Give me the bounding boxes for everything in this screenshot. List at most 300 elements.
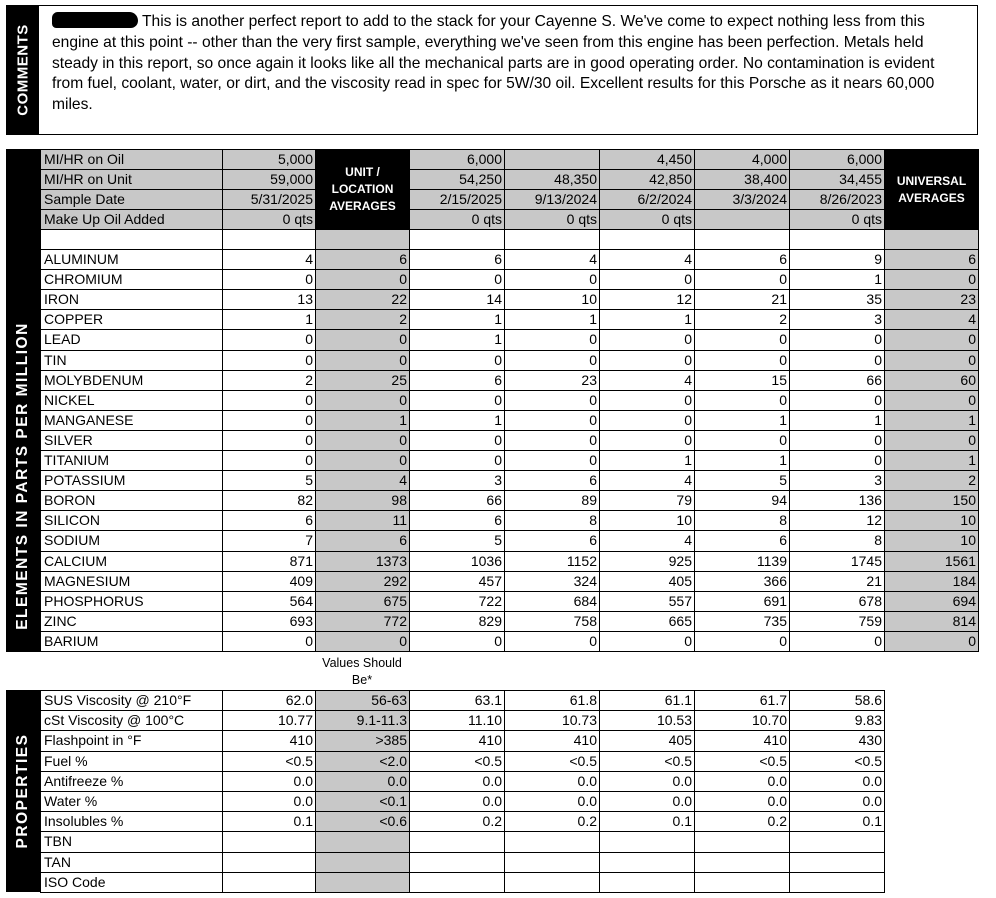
property-value-current: 62.0	[222, 690, 316, 711]
properties-section-bar	[6, 690, 40, 892]
element-value-history: 0	[599, 430, 695, 451]
property-value-history: 410	[694, 730, 790, 752]
property-value-should-be: 56-63	[315, 690, 410, 711]
property-value-history	[409, 831, 505, 853]
element-value-history: 0	[599, 329, 695, 351]
element-value-history: 4	[504, 249, 600, 270]
property-value-history: 63.1	[409, 690, 505, 711]
element-value-current: 693	[222, 611, 316, 632]
property-value-should-be: 9.1-11.3	[315, 710, 410, 731]
property-value-history: 0.2	[409, 811, 505, 832]
element-value-universal-average: 0	[884, 269, 979, 290]
element-value-universal-average: 0	[884, 329, 979, 351]
element-value-unit-average: 772	[315, 611, 410, 632]
element-value-unit-average: 25	[315, 370, 410, 391]
element-value-history: 1	[789, 410, 885, 431]
element-name: MAGNESIUM	[40, 571, 223, 592]
element-value-history: 1	[694, 450, 790, 471]
property-value-current: 0.0	[222, 791, 316, 812]
element-value-history: 0	[789, 350, 885, 371]
element-value-current: 5	[222, 470, 316, 491]
element-value-history: 684	[504, 591, 600, 612]
header-value-history: 0 qts	[409, 209, 505, 230]
element-value-unit-average: 0	[315, 350, 410, 371]
element-value-universal-average: 0	[884, 631, 979, 652]
element-value-history: 457	[409, 571, 505, 592]
element-value-current: 0	[222, 410, 316, 431]
element-value-current: 564	[222, 591, 316, 612]
element-value-history: 8	[504, 510, 600, 531]
element-value-history: 0	[504, 350, 600, 371]
element-value-history: 0	[504, 390, 600, 411]
property-value-history: 61.7	[694, 690, 790, 711]
element-value-history: 6	[409, 370, 505, 391]
element-value-unit-average: 6	[315, 249, 410, 270]
element-value-unit-average: 0	[315, 450, 410, 471]
element-value-current: 0	[222, 269, 316, 290]
element-value-history: 0	[504, 329, 600, 351]
header-row-label: Sample Date	[40, 189, 223, 210]
element-value-history: 35	[789, 289, 885, 310]
element-value-history: 0	[694, 350, 790, 371]
property-value-history: 11.10	[409, 710, 505, 731]
property-value-history: <0.5	[694, 751, 790, 772]
property-value-history	[599, 831, 695, 853]
property-value-history: 0.1	[789, 811, 885, 832]
element-name: CALCIUM	[40, 551, 223, 572]
header-value-history	[694, 209, 790, 230]
header-row-label: Make Up Oil Added	[40, 209, 223, 230]
element-value-universal-average: 60	[884, 370, 979, 391]
element-value-history: 1745	[789, 551, 885, 572]
property-value-history: <0.5	[504, 751, 600, 772]
header-row-label: MI/HR on Oil	[40, 149, 223, 170]
header-value-history: 34,455	[789, 169, 885, 190]
property-name: TAN	[40, 852, 223, 873]
property-name: TBN	[40, 831, 223, 853]
property-value-history: 10.53	[599, 710, 695, 731]
element-value-history: 0	[599, 631, 695, 652]
property-value-should-be	[315, 831, 410, 853]
spacer-cell	[599, 229, 695, 250]
element-value-history: 6	[504, 530, 600, 552]
property-value-history: 0.0	[789, 771, 885, 792]
element-value-history: 23	[504, 370, 600, 391]
header-value-history: 6,000	[409, 149, 505, 170]
element-value-universal-average: 0	[884, 390, 979, 411]
property-value-should-be: <2.0	[315, 751, 410, 772]
element-value-history: 678	[789, 591, 885, 612]
property-value-history: 61.1	[599, 690, 695, 711]
element-name: BORON	[40, 490, 223, 511]
element-value-history: 0	[504, 631, 600, 652]
element-name: BARIUM	[40, 631, 223, 652]
element-value-history: 0	[599, 269, 695, 290]
element-value-history: 735	[694, 611, 790, 632]
element-value-history: 3	[789, 309, 885, 330]
element-value-universal-average: 814	[884, 611, 979, 632]
property-value-history: 0.0	[789, 791, 885, 812]
property-value-should-be: <0.6	[315, 811, 410, 832]
header-value-history: 8/26/2023	[789, 189, 885, 210]
element-value-universal-average: 1561	[884, 551, 979, 572]
element-name: TIN	[40, 350, 223, 371]
header-value-history: 54,250	[409, 169, 505, 190]
element-value-unit-average: 0	[315, 390, 410, 411]
element-value-history: 366	[694, 571, 790, 592]
element-value-unit-average: 1	[315, 410, 410, 431]
values-should-be-label: Values Should Be*	[322, 656, 402, 687]
element-value-history: 0	[504, 410, 600, 431]
property-value-current	[222, 831, 316, 853]
comments-section-label: COMMENTS	[14, 24, 32, 116]
element-value-history: 12	[599, 289, 695, 310]
property-name: Water %	[40, 791, 223, 812]
element-value-history: 0	[789, 329, 885, 351]
spacer-cell	[315, 229, 410, 250]
element-value-history: 1152	[504, 551, 600, 572]
element-value-history: 21	[789, 571, 885, 592]
property-value-history	[789, 872, 885, 893]
element-value-history: 0	[409, 350, 505, 371]
element-name: MANGANESE	[40, 410, 223, 431]
property-value-current: 0.0	[222, 771, 316, 792]
element-value-current: 4	[222, 249, 316, 270]
element-name: POTASSIUM	[40, 470, 223, 491]
element-value-history: 1	[409, 309, 505, 330]
element-value-universal-average: 23	[884, 289, 979, 310]
element-value-unit-average: 0	[315, 430, 410, 451]
element-value-history: 6	[694, 530, 790, 552]
element-value-current: 13	[222, 289, 316, 310]
property-value-history	[599, 852, 695, 873]
comments-section-bar	[7, 6, 39, 134]
element-value-history: 15	[694, 370, 790, 391]
property-value-current: 410	[222, 730, 316, 752]
property-value-should-be	[315, 852, 410, 873]
element-value-history: 0	[694, 430, 790, 451]
property-name: Fuel %	[40, 751, 223, 772]
element-value-history: 4	[599, 249, 695, 270]
element-name: PHOSPHORUS	[40, 591, 223, 612]
element-value-unit-average: 0	[315, 269, 410, 290]
element-value-history: 0	[599, 390, 695, 411]
element-name: IRON	[40, 289, 223, 310]
property-name: Insolubles %	[40, 811, 223, 832]
element-value-unit-average: 11	[315, 510, 410, 531]
element-value-current: 82	[222, 490, 316, 511]
element-value-history: 0	[599, 410, 695, 431]
element-value-unit-average: 98	[315, 490, 410, 511]
element-value-history: 79	[599, 490, 695, 511]
property-value-history	[504, 831, 600, 853]
element-value-history: 0	[409, 631, 505, 652]
element-name: ALUMINUM	[40, 249, 223, 270]
property-name: SUS Viscosity @ 210°F	[40, 690, 223, 711]
element-value-history: 557	[599, 591, 695, 612]
property-value-current: <0.5	[222, 751, 316, 772]
comments-text-block	[52, 12, 962, 116]
spacer-cell	[40, 229, 223, 250]
element-value-unit-average: 2	[315, 309, 410, 330]
element-value-universal-average: 1	[884, 410, 979, 431]
element-name: SODIUM	[40, 530, 223, 552]
header-value-history: 9/13/2024	[504, 189, 600, 210]
header-value-history: 0 qts	[789, 209, 885, 230]
property-value-history: 405	[599, 730, 695, 752]
property-value-history: <0.5	[599, 751, 695, 772]
element-value-history: 0	[789, 631, 885, 652]
element-value-current: 0	[222, 390, 316, 411]
header-value-current: 59,000	[222, 169, 316, 190]
element-value-current: 1	[222, 309, 316, 330]
element-value-history: 1	[694, 410, 790, 431]
element-value-history: 1	[599, 450, 695, 471]
element-value-history: 10	[599, 510, 695, 531]
element-value-current: 6	[222, 510, 316, 531]
element-value-history: 925	[599, 551, 695, 572]
element-value-history: 0	[504, 269, 600, 290]
element-value-history: 758	[504, 611, 600, 632]
element-value-current: 0	[222, 430, 316, 451]
element-value-universal-average: 4	[884, 309, 979, 330]
property-value-current: 0.1	[222, 811, 316, 832]
properties-section-label: PROPERTIES	[14, 733, 31, 849]
property-value-current: 10.77	[222, 710, 316, 731]
property-value-history	[504, 852, 600, 873]
element-value-history: 1139	[694, 551, 790, 572]
element-value-history: 665	[599, 611, 695, 632]
element-value-history: 0	[789, 390, 885, 411]
spacer-cell	[789, 229, 885, 250]
element-value-history: 8	[694, 510, 790, 531]
property-value-history	[409, 872, 505, 893]
header-value-history: 4,450	[599, 149, 695, 170]
element-value-history: 1	[789, 269, 885, 290]
element-value-history: 0	[694, 329, 790, 351]
property-value-history: 410	[409, 730, 505, 752]
element-value-history: 21	[694, 289, 790, 310]
element-value-current: 0	[222, 329, 316, 351]
header-value-history: 6/2/2024	[599, 189, 695, 210]
element-value-history: 1	[599, 309, 695, 330]
property-value-should-be	[315, 872, 410, 893]
header-value-current: 5/31/2025	[222, 189, 316, 210]
spacer-cell	[409, 229, 505, 250]
element-value-history: 722	[409, 591, 505, 612]
element-value-history: 66	[409, 490, 505, 511]
element-value-history: 66	[789, 370, 885, 391]
element-value-unit-average: 4	[315, 470, 410, 491]
header-value-history: 2/15/2025	[409, 189, 505, 210]
element-value-history: 759	[789, 611, 885, 632]
property-value-history: 410	[504, 730, 600, 752]
property-value-history: 0.1	[599, 811, 695, 832]
element-value-current: 0	[222, 350, 316, 371]
property-value-history: <0.5	[789, 751, 885, 772]
property-value-history: 58.6	[789, 690, 885, 711]
element-value-current: 0	[222, 450, 316, 471]
element-value-history: 3	[789, 470, 885, 491]
element-value-universal-average: 6	[884, 249, 979, 270]
property-value-history	[409, 852, 505, 873]
property-value-should-be: >385	[315, 730, 410, 752]
property-value-should-be: <0.1	[315, 791, 410, 812]
property-name: ISO Code	[40, 872, 223, 893]
element-value-history: 0	[789, 450, 885, 471]
element-name: ZINC	[40, 611, 223, 632]
property-value-history: 0.0	[409, 791, 505, 812]
unit-location-averages-header: UNIT / LOCATION AVERAGES	[315, 149, 410, 230]
header-value-history: 4,000	[694, 149, 790, 170]
property-value-current	[222, 852, 316, 873]
element-value-current: 871	[222, 551, 316, 572]
element-name: MOLYBDENUM	[40, 370, 223, 391]
property-value-history: 0.0	[599, 791, 695, 812]
element-name: LEAD	[40, 329, 223, 351]
element-value-universal-average: 0	[884, 430, 979, 451]
property-value-history: 0.2	[504, 811, 600, 832]
element-value-universal-average: 1	[884, 450, 979, 471]
element-value-current: 0	[222, 631, 316, 652]
property-value-history: <0.5	[409, 751, 505, 772]
element-value-history: 1036	[409, 551, 505, 572]
element-name: SILVER	[40, 430, 223, 451]
element-value-universal-average: 150	[884, 490, 979, 511]
element-value-history: 4	[599, 530, 695, 552]
elements-section-label: ELEMENTS IN PARTS PER MILLION	[14, 322, 31, 630]
element-value-unit-average: 1373	[315, 551, 410, 572]
property-name: cSt Viscosity @ 100°C	[40, 710, 223, 731]
element-value-history: 691	[694, 591, 790, 612]
spacer-cell	[504, 229, 600, 250]
element-value-history: 3	[409, 470, 505, 491]
spacer-cell	[694, 229, 790, 250]
property-value-history: 10.73	[504, 710, 600, 731]
element-value-history: 0	[694, 390, 790, 411]
elements-section-bar	[6, 149, 40, 652]
element-value-history: 4	[599, 370, 695, 391]
element-value-history: 10	[504, 289, 600, 310]
element-value-history: 0	[409, 450, 505, 471]
element-value-history: 0	[694, 631, 790, 652]
element-value-history: 0	[409, 269, 505, 290]
element-name: COPPER	[40, 309, 223, 330]
property-value-history: 0.0	[409, 771, 505, 792]
property-value-history: 0.0	[599, 771, 695, 792]
header-value-current: 0 qts	[222, 209, 316, 230]
element-value-history: 1	[409, 410, 505, 431]
element-value-history: 6	[504, 470, 600, 491]
element-name: SILICON	[40, 510, 223, 531]
property-name: Antifreeze %	[40, 771, 223, 792]
property-value-history	[694, 852, 790, 873]
property-value-history	[694, 872, 790, 893]
element-value-history: 0	[599, 350, 695, 371]
element-value-history: 6	[694, 249, 790, 270]
element-value-unit-average: 292	[315, 571, 410, 592]
element-value-history: 5	[694, 470, 790, 491]
property-value-history: 0.0	[694, 791, 790, 812]
element-value-history: 0	[504, 430, 600, 451]
element-value-history: 14	[409, 289, 505, 310]
element-value-history: 6	[409, 510, 505, 531]
property-value-history	[504, 872, 600, 893]
header-value-history	[504, 149, 600, 170]
element-value-current: 2	[222, 370, 316, 391]
element-value-history: 4	[599, 470, 695, 491]
element-value-history: 0	[504, 450, 600, 471]
header-value-history: 42,850	[599, 169, 695, 190]
property-value-history	[599, 872, 695, 893]
universal-averages-header: UNIVERSAL AVERAGES	[884, 149, 979, 230]
element-value-universal-average: 10	[884, 530, 979, 552]
element-value-universal-average: 10	[884, 510, 979, 531]
element-value-unit-average: 0	[315, 631, 410, 652]
element-value-history: 2	[694, 309, 790, 330]
element-value-history: 1	[504, 309, 600, 330]
element-name: NICKEL	[40, 390, 223, 411]
element-value-history: 94	[694, 490, 790, 511]
spacer-cell	[222, 229, 316, 250]
header-value-history: 3/3/2024	[694, 189, 790, 210]
comments-text: This is another perfect report to add to the stack for your Cayenne S. We've come to expect nothing less from this engine at this point -- other than the very first sample, everything we've seen from this engine has been perfection. Metals held steady in this report, so once again it looks like all the mechanical parts are in good operating order. No contamination is evident from fuel, coolant, water, or dirt, and the viscosity read in spec for 5W/30 oil. Excellent results for this Porsche as it nears 60,000 miles.	[52, 13, 935, 114]
element-value-history: 5	[409, 530, 505, 552]
element-value-history: 0	[694, 269, 790, 290]
element-value-unit-average: 0	[315, 329, 410, 351]
element-value-universal-average: 184	[884, 571, 979, 592]
property-value-history: 9.83	[789, 710, 885, 731]
element-value-history: 89	[504, 490, 600, 511]
element-value-history: 1	[409, 329, 505, 351]
element-value-current: 409	[222, 571, 316, 592]
element-value-unit-average: 6	[315, 530, 410, 552]
element-value-history: 0	[789, 430, 885, 451]
property-value-current	[222, 872, 316, 893]
property-value-history: 430	[789, 730, 885, 752]
property-value-history	[789, 852, 885, 873]
element-value-unit-average: 22	[315, 289, 410, 310]
element-value-history: 9	[789, 249, 885, 270]
header-row-label: MI/HR on Unit	[40, 169, 223, 190]
element-value-history: 136	[789, 490, 885, 511]
property-value-history: 0.0	[504, 771, 600, 792]
element-value-universal-average: 0	[884, 350, 979, 371]
header-value-history: 0 qts	[599, 209, 695, 230]
header-value-history: 38,400	[694, 169, 790, 190]
property-value-history: 0.0	[694, 771, 790, 792]
element-name: CHROMIUM	[40, 269, 223, 290]
property-name: Flashpoint in °F	[40, 730, 223, 752]
element-value-universal-average: 694	[884, 591, 979, 612]
element-value-history: 0	[409, 430, 505, 451]
property-value-history: 0.0	[504, 791, 600, 812]
element-value-current: 7	[222, 530, 316, 552]
header-value-history: 0 qts	[504, 209, 600, 230]
header-value-history: 6,000	[789, 149, 885, 170]
property-value-history: 0.2	[694, 811, 790, 832]
element-name: TITANIUM	[40, 450, 223, 471]
element-value-history: 12	[789, 510, 885, 531]
comments-box	[6, 5, 978, 135]
header-value-current: 5,000	[222, 149, 316, 170]
property-value-should-be: 0.0	[315, 771, 410, 792]
property-value-history	[694, 831, 790, 853]
element-value-history: 829	[409, 611, 505, 632]
element-value-history: 324	[504, 571, 600, 592]
header-value-history: 48,350	[504, 169, 600, 190]
element-value-history: 6	[409, 249, 505, 270]
